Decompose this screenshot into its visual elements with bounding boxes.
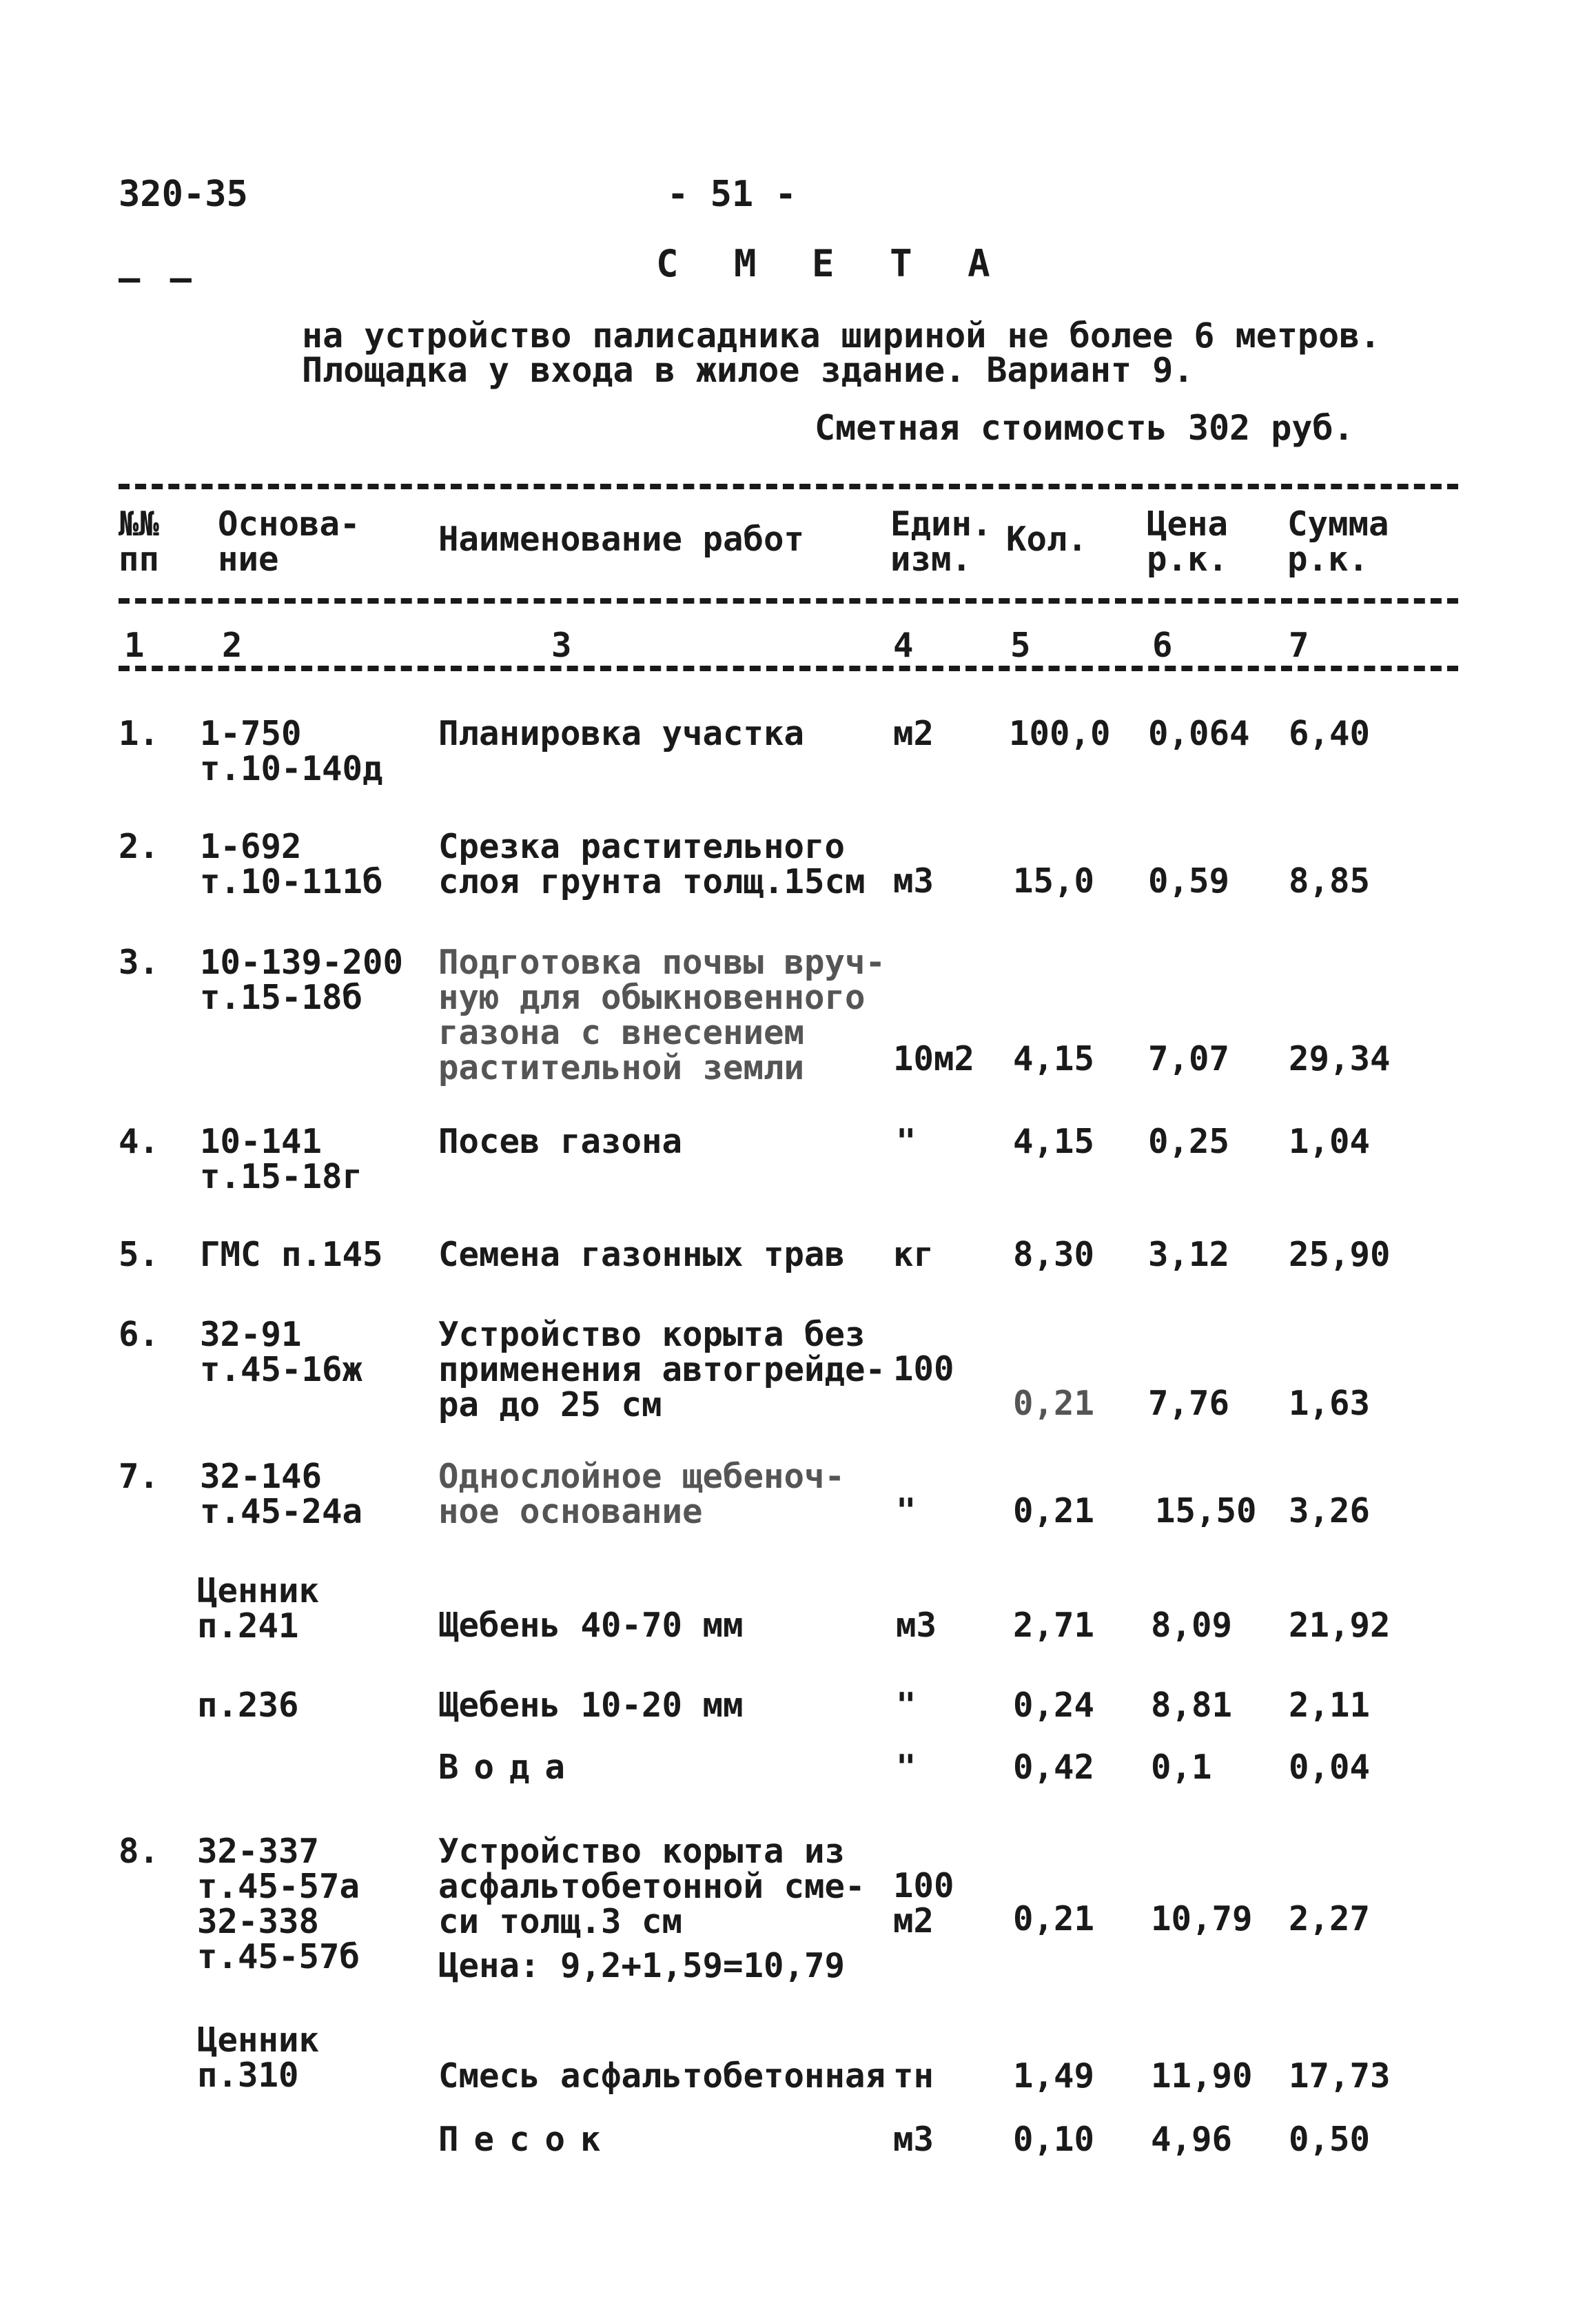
column-number-5: 5	[1010, 626, 1031, 665]
row2-qty: 15,0	[1013, 861, 1095, 901]
row8-price-note: Цена: 9,2+1,59=10,79	[438, 1946, 846, 1985]
row5-name: Семена газонных трав	[438, 1235, 846, 1274]
row8b-name: Песок	[438, 2120, 616, 2159]
row7a-name: Щебень 40-70 мм	[438, 1606, 744, 1645]
row1-sum: 6,40	[1289, 714, 1371, 753]
row2-sum: 8,85	[1289, 861, 1371, 901]
row7-basis: 32-146 т.45-24а	[200, 1457, 363, 1531]
subtitle-line-2: Площадка у входа в жилое здание. Вариант 9.	[302, 350, 1194, 390]
row6-basis: 32-91 т.45-16ж	[200, 1315, 363, 1389]
row7b-basis: п.236	[197, 1686, 299, 1725]
row8a-sum: 17,73	[1289, 2056, 1391, 2096]
row6-unit: 100	[893, 1349, 954, 1389]
row6-num: 6.	[119, 1315, 160, 1354]
row8-name: Устройство корыта из асфальтобетонной сме- си толщ.3 см	[438, 1832, 866, 1941]
row2-name: Срезка растительного слоя грунта толщ.15см	[438, 827, 866, 901]
row7b-unit: "	[896, 1686, 917, 1725]
row7-name: Однослойное щебеноч- ное основание	[438, 1457, 846, 1531]
row8-unit: 100 м2	[893, 1866, 954, 1941]
row7b-name: Щебень 10-20 мм	[438, 1686, 744, 1725]
row1-num: 1.	[119, 714, 160, 753]
row3-unit: 10м2	[893, 1039, 975, 1078]
table-top-rule	[119, 484, 1458, 489]
row7a-qty: 2,71	[1013, 1606, 1095, 1645]
row4-unit: "	[896, 1122, 917, 1161]
column-number-6: 6	[1152, 626, 1173, 665]
row1-unit: м2	[893, 714, 934, 753]
row8b-price: 4,96	[1151, 2120, 1233, 2159]
row7-unit: "	[896, 1491, 917, 1531]
header-price: Цена р.к.	[1147, 504, 1229, 579]
row8a-unit: тн	[893, 2056, 934, 2096]
row4-sum: 1,04	[1289, 1122, 1371, 1161]
row3-num: 3.	[119, 943, 160, 982]
row8-qty: 0,21	[1013, 1899, 1095, 1938]
row7c-unit: "	[896, 1748, 917, 1787]
row2-unit: м3	[893, 861, 934, 901]
row3-name: Подготовка почвы вруч- ную для обыкновенного газона с внесением растительной земли	[438, 943, 886, 1087]
header-basis: Основа- ние	[218, 504, 360, 579]
row4-num: 4.	[119, 1122, 160, 1161]
row4-price: 0,25	[1148, 1122, 1230, 1161]
row6-price: 7,76	[1148, 1384, 1230, 1423]
row5-sum: 25,90	[1289, 1235, 1391, 1274]
row3-sum: 29,34	[1289, 1039, 1391, 1078]
row7-qty: 0,21	[1013, 1491, 1095, 1531]
row1-basis: 1-750 т.10-140д	[200, 714, 383, 788]
row8b-sum: 0,50	[1289, 2120, 1371, 2159]
row7-price: 15,50	[1155, 1491, 1257, 1531]
column-number-3: 3	[551, 626, 572, 665]
row7c-name: Вода	[438, 1748, 581, 1787]
document-number: 320-35	[119, 174, 248, 215]
header-sum: Сумма р.к.	[1287, 504, 1389, 579]
row1-name: Планировка участка	[438, 714, 805, 753]
row8a-name: Смесь асфальтобетонная	[438, 2056, 886, 2096]
row8b-unit: м3	[893, 2120, 934, 2159]
row7a-unit: м3	[896, 1606, 937, 1645]
dash-mark: – –	[119, 258, 196, 299]
row8-num: 8.	[119, 1832, 160, 1871]
column-number-rule	[119, 666, 1458, 671]
row4-basis: 10-141 т.15-18г	[200, 1122, 363, 1196]
header-name: Наименование работ	[438, 520, 805, 559]
row1-qty: 100,0	[1009, 714, 1111, 753]
estimated-cost: Сметная стоимость 302 руб.	[815, 408, 1354, 448]
column-number-7: 7	[1289, 626, 1309, 665]
row7a-sum: 21,92	[1289, 1606, 1391, 1645]
row6-sum: 1,63	[1289, 1384, 1371, 1423]
row8a-qty: 1,49	[1013, 2056, 1095, 2096]
row7-num: 7.	[119, 1457, 160, 1496]
row3-qty: 4,15	[1013, 1039, 1095, 1078]
row6-qty: 0,21	[1013, 1384, 1095, 1423]
row2-basis: 1-692 т.10-111б	[200, 827, 383, 901]
row8b-qty: 0,10	[1013, 2120, 1095, 2159]
row5-unit: кг	[893, 1235, 934, 1274]
row5-price: 3,12	[1148, 1235, 1230, 1274]
row7b-price: 8,81	[1151, 1686, 1233, 1725]
row8a-basis: Ценник п.310	[197, 2020, 320, 2095]
row8a-price: 11,90	[1151, 2056, 1253, 2096]
row5-qty: 8,30	[1013, 1235, 1095, 1274]
row6-name: Устройство корыта без применения автогрейде- ра до 25 см	[438, 1315, 886, 1424]
row4-name: Посев газона	[438, 1122, 683, 1161]
row1-price: 0,064	[1148, 714, 1250, 753]
row3-price: 7,07	[1148, 1039, 1230, 1078]
row4-qty: 4,15	[1013, 1122, 1095, 1161]
row8-sum: 2,27	[1289, 1899, 1371, 1938]
row7-sum: 3,26	[1289, 1491, 1371, 1531]
row5-num: 5.	[119, 1235, 160, 1274]
row7c-qty: 0,42	[1013, 1748, 1095, 1787]
row7c-sum: 0,04	[1289, 1748, 1371, 1787]
header-bottom-rule	[119, 598, 1458, 604]
header-num: №№ пп	[119, 504, 160, 579]
row8-basis: 32-337 т.45-57а 32-338 т.45-57б	[197, 1832, 360, 1976]
row7a-basis: Ценник п.241	[197, 1571, 320, 1646]
row3-basis: 10-139-200 т.15-18б	[200, 943, 404, 1017]
page-number: - 51 -	[667, 174, 797, 215]
column-number-1: 1	[124, 626, 145, 665]
row7b-sum: 2,11	[1289, 1686, 1371, 1725]
row8-price: 10,79	[1151, 1899, 1253, 1938]
column-number-2: 2	[222, 626, 243, 665]
row2-price: 0,59	[1148, 861, 1230, 901]
row2-num: 2.	[119, 827, 160, 866]
subtitle-line-1: на устройство палисадника шириной не более 6 метров.	[302, 316, 1381, 356]
row5-basis: ГМС п.145	[200, 1235, 383, 1274]
column-number-4: 4	[893, 626, 914, 665]
row7c-price: 0,1	[1151, 1748, 1212, 1787]
header-qty: Кол.	[1006, 520, 1088, 559]
row7a-price: 8,09	[1151, 1606, 1233, 1645]
row7b-qty: 0,24	[1013, 1686, 1095, 1725]
header-unit: Един. изм.	[890, 504, 992, 579]
document-title: С М Е Т А	[656, 242, 1007, 285]
